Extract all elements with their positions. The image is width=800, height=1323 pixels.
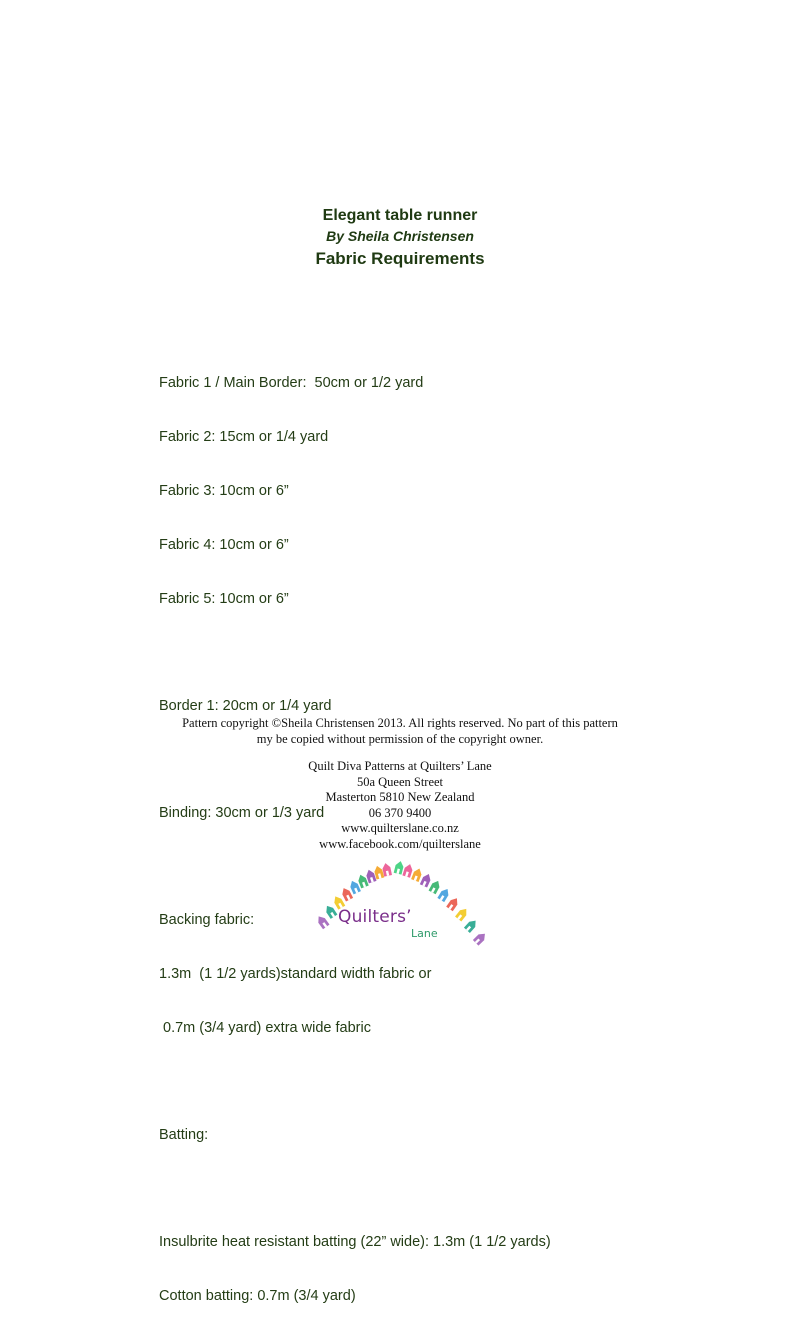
batting-line: Cotton batting: 0.7m (3/4 yard): [159, 1288, 356, 1304]
bunting-house-icon: [473, 931, 488, 946]
border-line: Border 1: 20cm or 1/4 yard: [159, 698, 332, 714]
fabric-line: Fabric 1 / Main Border: 50cm or 1/2 yard: [159, 375, 424, 391]
section-heading: Fabric Requirements: [315, 249, 485, 268]
fabric-line: Fabric 3: 10cm or 6”: [159, 483, 289, 499]
city-address: Masterton 5810 New Zealand: [325, 790, 475, 805]
facebook-link[interactable]: www.facebook.com/quilterslane: [319, 836, 481, 851]
logo-subtitle: Lane: [411, 927, 438, 940]
street-address: 50a Queen Street: [356, 774, 444, 789]
author-line: By Sheila Christensen: [326, 228, 474, 244]
copyright-line: Pattern copyright ©Sheila Christensen 2013. All rights reserved. No part of this pattern: [182, 716, 618, 730]
copyright-line: my be copied without permission of the copyright owner.: [256, 732, 544, 746]
backing-line: 1.3m (1 1/2 yards)standard width fabric or: [159, 966, 432, 982]
batting-heading: Batting:: [159, 1127, 209, 1143]
quilters-lane-logo: [308, 858, 498, 948]
copyright-notice: [0, 715, 800, 747]
logo-bunting-icon: [315, 860, 487, 946]
title-block: [0, 205, 800, 269]
logo-name: Quilters’: [338, 907, 412, 927]
fabric-line: Fabric 2: 15cm or 1/4 yard: [159, 429, 329, 445]
fabric-line: Fabric 5: 10cm or 6”: [159, 591, 289, 607]
batting-line: Insulbrite heat resistant batting (22” wide): 1.3m (1 1/2 yards): [159, 1234, 551, 1250]
bunting-house-icon: [420, 872, 433, 887]
bunting-house-icon: [464, 918, 479, 933]
document-title: Elegant table runner: [322, 207, 478, 224]
bunting-house-icon: [394, 860, 405, 875]
website-link[interactable]: www.quilterslane.co.nz: [341, 821, 459, 836]
bunting-house-icon: [429, 879, 442, 894]
bunting-house-icon: [402, 863, 414, 878]
contact-address: [0, 759, 800, 853]
bunting-house-icon: [437, 887, 451, 902]
bunting-house-icon: [411, 867, 423, 882]
bunting-house-icon: [324, 904, 338, 919]
fabric-line: Fabric 4: 10cm or 6”: [159, 537, 289, 553]
backing-line: 0.7m (3/4 yard) extra wide fabric: [159, 1020, 371, 1036]
phone-number: 06 370 9400: [368, 805, 432, 820]
business-name: Quilt Diva Patterns at Quilters’ Lane: [308, 759, 492, 773]
binding-line: Binding: 30cm or 1/3 yard: [159, 805, 325, 821]
bunting-house-icon: [455, 906, 469, 921]
bunting-house-icon: [315, 914, 329, 929]
bunting-house-icon: [446, 896, 460, 911]
backing-heading: Backing fabric:: [159, 912, 255, 928]
